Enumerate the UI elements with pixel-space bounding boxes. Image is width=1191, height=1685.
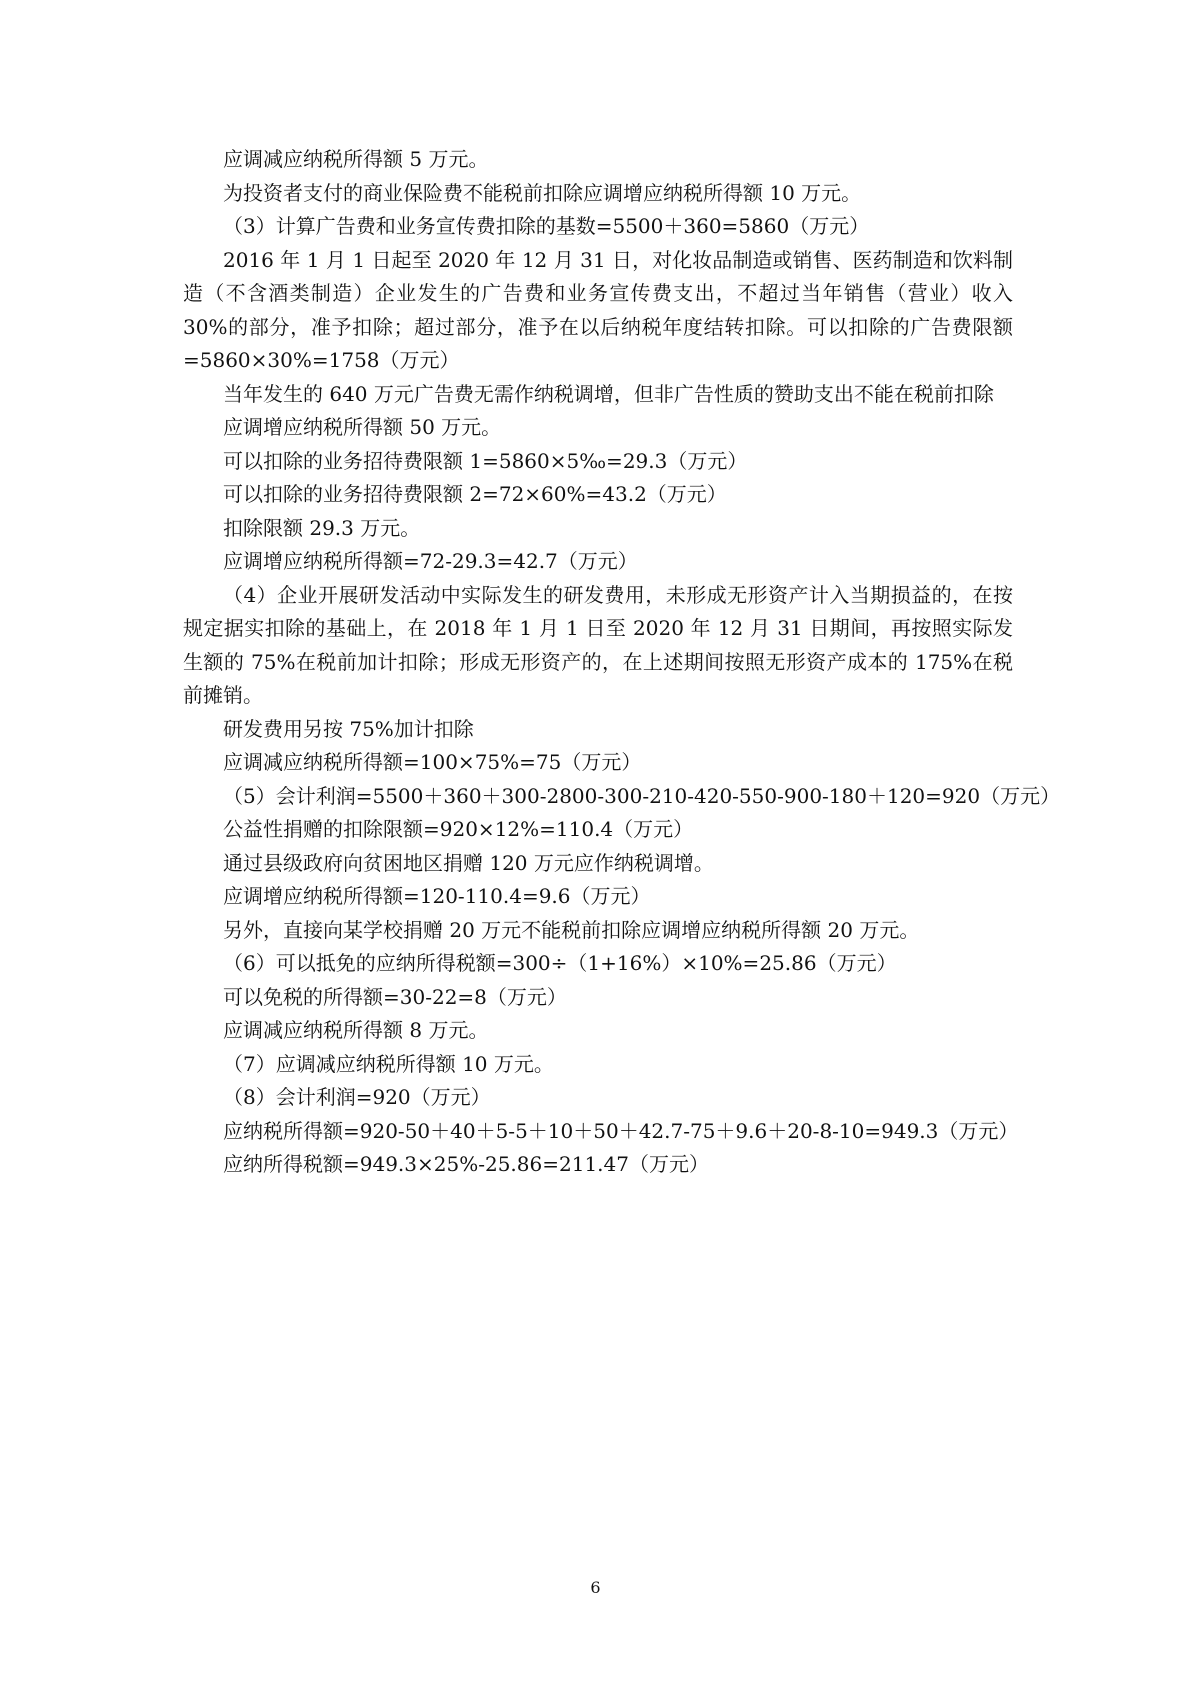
text-line: 研发费用另按 75%加计扣除 — [223, 716, 474, 741]
text-line: 应调增应纳税所得额=120-110.4=9.6（万元） — [223, 884, 651, 908]
text-line: （7）应调减应纳税所得额 10 万元。 — [223, 1051, 554, 1076]
text-line: （6）可以抵免的应纳所得税额=300÷（1+16%）×10%=25.86（万元） — [223, 951, 897, 975]
text-line: 可以扣除的业务招待费限额 2=72×60%=43.2（万元） — [223, 482, 727, 506]
text-line: 应调增应纳税所得额=72-29.3=42.7（万元） — [223, 549, 638, 573]
text-line: 应调减应纳税所得额 5 万元。 — [223, 147, 489, 171]
text-line: 应调减应纳税所得额=100×75%=75（万元） — [223, 750, 642, 774]
text-line: 应调增应纳税所得额 50 万元。 — [223, 415, 502, 439]
page-body — [183, 143, 1061, 1182]
text-line: 扣除限额 29.3 万元。 — [223, 515, 421, 540]
text-line: 可以扣除的业务招待费限额 1=5860×5‰=29.3（万元） — [223, 448, 748, 473]
text-line: （8）会计利润=920（万元） — [223, 1085, 491, 1109]
text-line: （3）计算广告费和业务宣传费扣除的基数=5500＋360=5860（万元） — [223, 214, 870, 238]
text-line: 应纳所得税额=949.3×25%-25.86=211.47（万元） — [223, 1152, 709, 1176]
paragraph: 当年发生的 640 万元广告费无需作纳税调增，但非广告性质的赞助支出不能在税前扣除 — [223, 381, 994, 406]
text-line: 为投资者支付的商业保险费不能税前扣除应调增应纳税所得额 10 万元。 — [223, 180, 862, 205]
page-number: 6 — [590, 1578, 601, 1597]
paragraph: （4）企业开展研发活动中实际发生的研发费用，未形成无形资产计入当期损益的，在按规定据实扣除的基础上，在 2018 年 1 月 1 日至 2020 年 12 月 31 日期间，再按照实际发生额的 75%在税前加计扣除；形成无形资产的，在上述期间按照无形资产成本的 175%在税前摊销。 — [183, 582, 1013, 707]
text-line: 公益性捐赠的扣除限额=920×12%=110.4（万元） — [223, 817, 694, 841]
text-line: 另外，直接向某学校捐赠 20 万元不能税前扣除应调增应纳税所得额 20 万元。 — [223, 917, 920, 942]
text-line: 应调减应纳税所得额 8 万元。 — [223, 1018, 489, 1042]
text-line: 通过县级政府向贫困地区捐赠 120 万元应作纳税调增。 — [223, 850, 714, 875]
paragraph: 2016 年 1 月 1 日起至 2020 年 12 月 31 日，对化妆品制造或销售、医药制造和饮料制造（不含酒类制造）企业发生的广告费和业务宣传费支出，不超过当年销售（营业）收入 30%的部分，准予扣除；超过部分，准予在以后纳税年度结转扣除。可以扣除的广告费限额=5860×30%=1758（万元） — [183, 247, 1013, 372]
text-line: 可以免税的所得额=30-22=8（万元） — [223, 984, 567, 1009]
text-line: 应纳税所得额=920-50＋40＋5-5＋10＋50＋42.7-75＋9.6＋20-8-10=949.3（万元） — [223, 1118, 1019, 1143]
text-line: （5）会计利润=5500＋360＋300-2800-300-210-420-550-900-180＋120=920（万元） — [223, 783, 1061, 808]
